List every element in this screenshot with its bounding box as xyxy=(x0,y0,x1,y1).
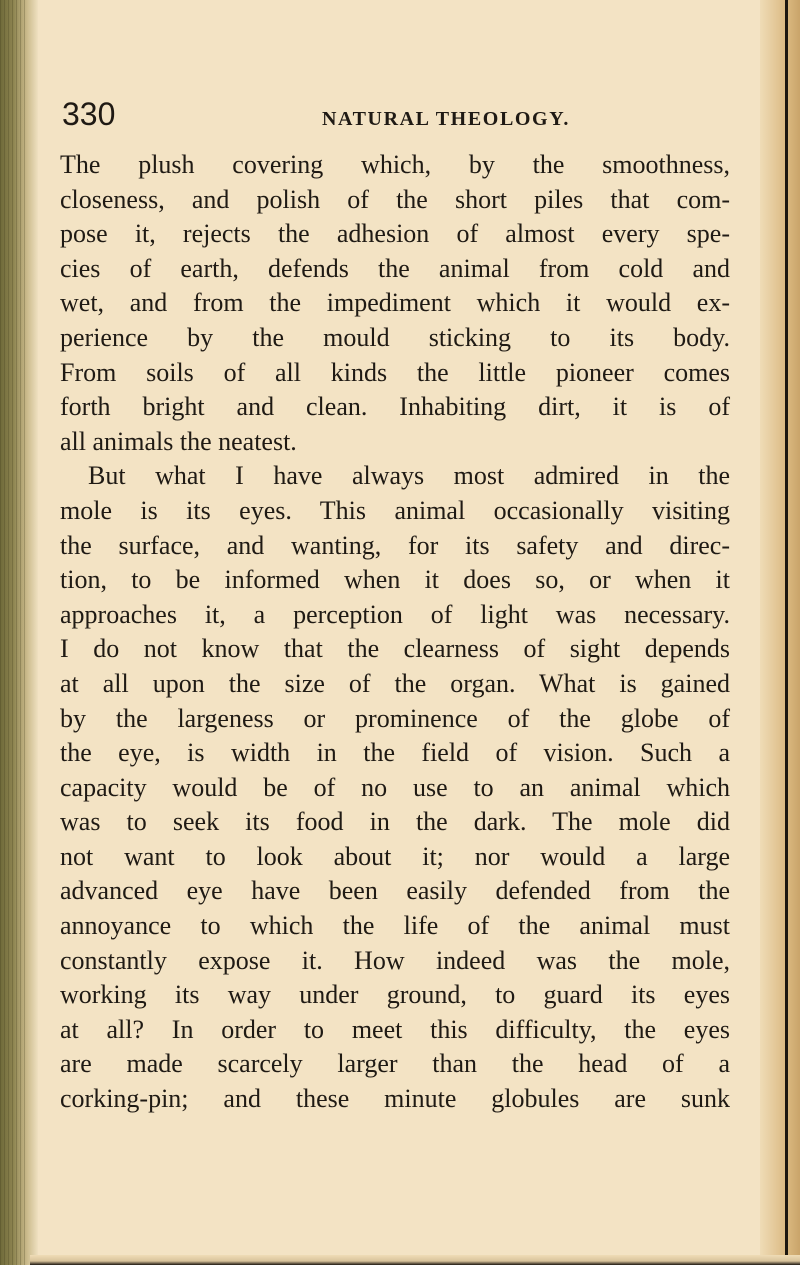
text-line: wet, and from the impediment which it would ex- xyxy=(60,288,730,318)
text-line: But what I have always most admired in the xyxy=(88,461,730,491)
text-line: mole is its eyes. This animal occasionally visiting xyxy=(60,495,730,525)
body-text xyxy=(60,148,730,1117)
text-line: The plush covering which, by the smoothness, xyxy=(60,150,730,179)
text-line: annoyance to which the life of the animal must xyxy=(60,911,730,941)
text-line: forth bright and clean. Inhabiting dirt, it is of xyxy=(60,392,730,422)
text-line: From soils of all kinds the little pioneer comes xyxy=(60,357,730,387)
text-line: corking-pin; and these minute globules are sunk xyxy=(60,1084,730,1114)
page-edge-line xyxy=(785,0,788,1265)
book-page xyxy=(60,96,730,1117)
page-edge-bottom xyxy=(30,1255,800,1265)
text-line: tion, to be informed when it does so, or when it xyxy=(60,565,730,595)
text-line: constantly expose it. How indeed was the mole, xyxy=(60,945,730,975)
text-line: the surface, and wanting, for its safety and direc- xyxy=(60,530,730,560)
text-line: capacity would be of no use to an animal which xyxy=(60,772,730,802)
text-line: the eye, is width in the field of vision. Such a xyxy=(60,738,730,768)
text-line: advanced eye have been easily defended from the xyxy=(60,876,730,906)
text-line: I do not know that the clearness of sight depends xyxy=(60,634,730,664)
text-line: cies of earth, defends the animal from cold and xyxy=(60,253,730,283)
text-line: perience by the mould sticking to its body. xyxy=(60,322,730,352)
text-line: all animals the neatest. xyxy=(60,426,297,456)
page-header xyxy=(60,96,730,146)
page-edge-right xyxy=(760,0,800,1265)
binding-texture xyxy=(0,0,26,1265)
text-line: approaches it, a perception of light was necessary. xyxy=(60,599,730,629)
text-line: by the largeness or prominence of the globe of xyxy=(60,703,730,733)
text-line: at all? In order to meet this difficulty, the eyes xyxy=(60,1014,730,1044)
text-line: pose it, rejects the adhesion of almost every spe- xyxy=(60,219,730,249)
running-head: NATURAL THEOLOGY. xyxy=(322,108,571,130)
text-line: are made scarcely larger than the head of a xyxy=(60,1049,730,1079)
page-number: 330 xyxy=(62,96,116,132)
text-line: closeness, and polish of the short piles that com- xyxy=(60,184,730,214)
text-line: was to seek its food in the dark. The mole did xyxy=(60,807,730,837)
text-line: at all upon the size of the organ. What is gained xyxy=(60,668,730,698)
text-line: not want to look about it; nor would a large xyxy=(60,841,730,871)
text-line: working its way under ground, to guard its eyes xyxy=(60,980,730,1010)
